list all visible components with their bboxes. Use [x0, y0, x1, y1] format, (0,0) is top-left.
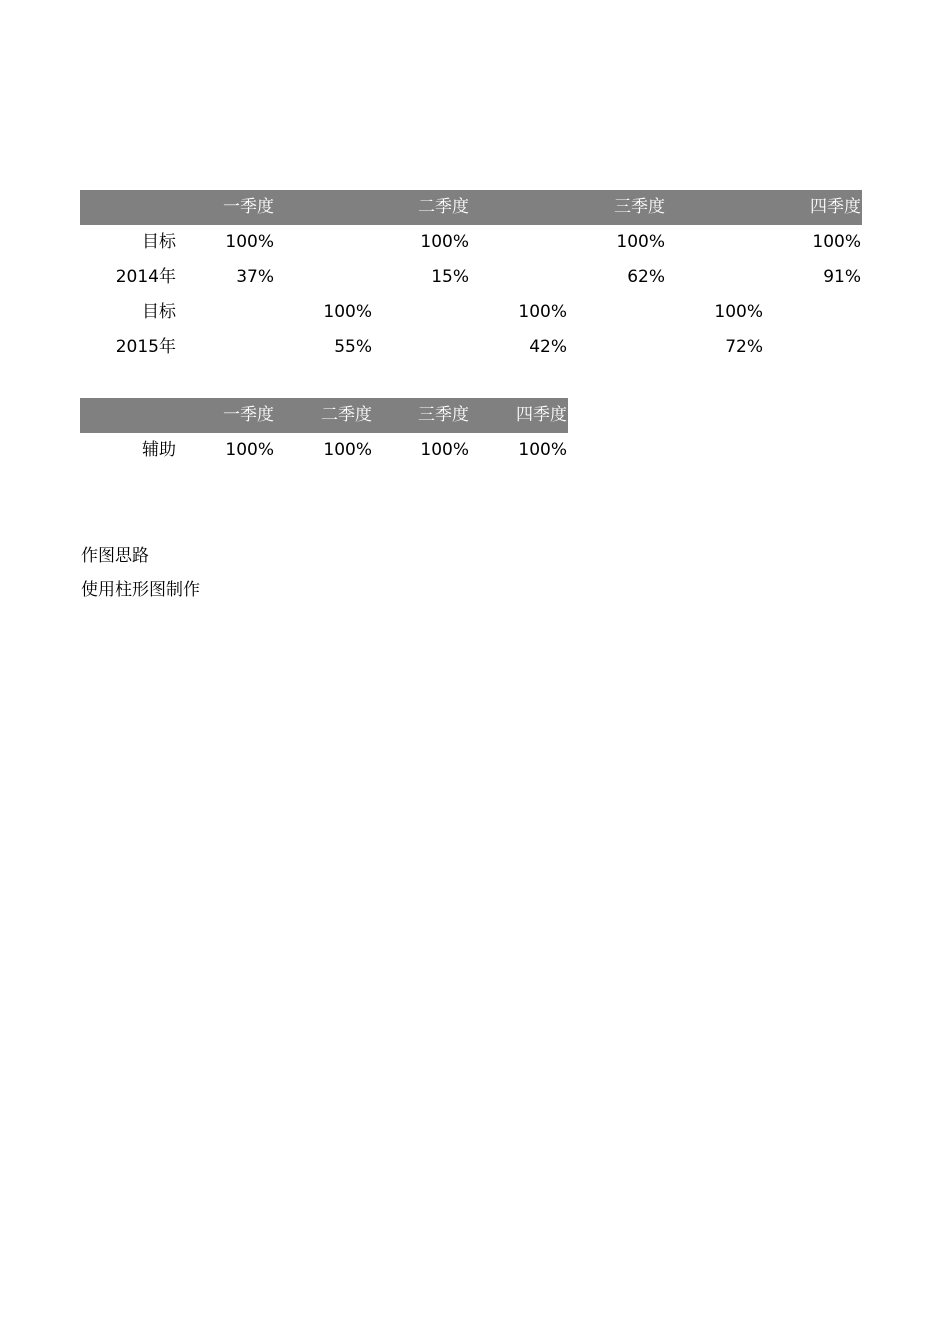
table-cell: 55%	[334, 337, 372, 357]
table-cell: 100%	[323, 302, 372, 322]
notes-line: 使用柱形图制作	[81, 580, 200, 600]
table-cell: 62%	[627, 267, 665, 287]
table-cell: 91%	[823, 267, 861, 287]
table-cell: 100%	[225, 232, 274, 252]
table-cell: 100%	[812, 232, 861, 252]
header-cell-q1: 一季度	[223, 405, 274, 425]
header-cell-q4: 四季度	[810, 197, 861, 217]
header-cell-q3: 三季度	[418, 405, 469, 425]
row-label-2015: 2015年	[115, 337, 176, 357]
quarterly-target-table	[80, 190, 862, 365]
header-cell-q3: 三季度	[614, 197, 665, 217]
table-cell: 72%	[725, 337, 763, 357]
table-cell: 100%	[323, 440, 372, 460]
table-cell: 15%	[431, 267, 469, 287]
table-cell: 100%	[518, 302, 567, 322]
row-label-target-2014: 目标	[142, 232, 176, 252]
table-cell: 100%	[616, 232, 665, 252]
row-label-target-2015: 目标	[142, 302, 176, 322]
table-cell: 42%	[529, 337, 567, 357]
table-cell: 37%	[236, 267, 274, 287]
row-label-helper: 辅助	[142, 440, 176, 460]
notes-title: 作图思路	[81, 546, 149, 566]
header-cell-q1: 一季度	[223, 197, 274, 217]
table-cell: 100%	[420, 440, 469, 460]
table-header-row	[80, 190, 862, 225]
table-cell: 100%	[420, 232, 469, 252]
row-label-2014: 2014年	[115, 267, 176, 287]
header-cell-q2: 二季度	[321, 405, 372, 425]
table-cell: 100%	[225, 440, 274, 460]
table-cell: 100%	[518, 440, 567, 460]
header-cell-q4: 四季度	[516, 405, 567, 425]
header-cell-q2: 二季度	[418, 197, 469, 217]
helper-table	[80, 398, 570, 468]
table-header-row	[80, 398, 568, 433]
table-cell: 100%	[714, 302, 763, 322]
